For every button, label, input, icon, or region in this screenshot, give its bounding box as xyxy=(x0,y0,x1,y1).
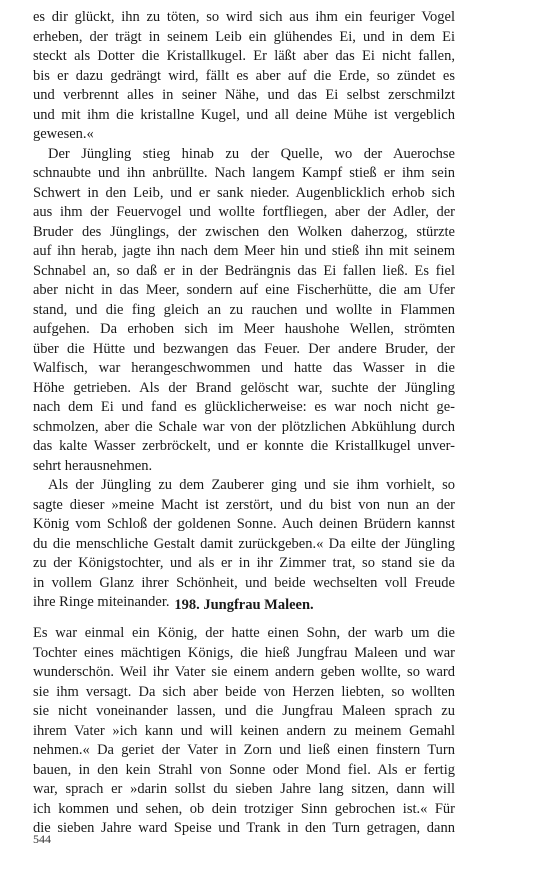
text-line: Der Jüngling stieg hinab zu der Quelle, wo der Auerochse xyxy=(48,145,455,162)
text-line: die sieben Jahre ward Speise und Trank in den Turn getragen, dann xyxy=(33,820,455,836)
text-line: das kalte Wasser zerbröckelt, und er konnte die Kristallkugel unver- xyxy=(33,438,455,454)
text-line: und mit ihm die kristallne Kugel, und all deine Mühe ist vergeblich xyxy=(33,106,455,123)
text-column-lower xyxy=(33,624,455,839)
text-line: sagte dieser »meine Macht ist zerstört, und du bist von nun an der xyxy=(33,496,455,513)
text-line: aus ihm der Feuervogel und wollte fortfliegen, aber der Adler, der xyxy=(33,204,455,220)
text-line: schnaubte und ihn anbrüllte. Nach langem Kampf stieß er ihm sein xyxy=(33,165,455,181)
text-line: Als der Jüngling zu dem Zauberer ging und sie ihm vorhielt, so xyxy=(48,477,455,493)
text-line: auf ihn herab, jagte ihn nach dem Meer hin und stieß ihn mit seinem xyxy=(33,243,455,259)
paragraph-fight xyxy=(33,145,455,477)
text-line: Schwert in den Leib, und er sank nieder. Augenblicklich erhob sich xyxy=(33,184,455,201)
text-line: ihre Ringe miteinander. xyxy=(33,594,170,610)
text-line: aber nicht in das Meer, sondern auf eine Fischerhütte, die am Ufer xyxy=(33,282,455,298)
text-line: Es war einmal ein König, der hatte einen Sohn, der warb um die xyxy=(33,625,455,641)
text-line: nach dem Ei und fand es glücklicherweise: es war noch nicht ge- xyxy=(33,399,455,415)
text-line: Bruder des Jünglings, der zwischen den Wolken daherzog, stürzte xyxy=(33,223,455,240)
paragraph-ending xyxy=(33,476,455,613)
paragraph-story-start xyxy=(33,624,455,839)
text-line: Schnabel an, so daß er in der Bedrängnis das Ei fallen ließ. Es fiel xyxy=(33,262,455,279)
text-line: König vom Schloß der goldenen Sonne. Auch deinen Brüdern kannst xyxy=(33,516,455,532)
text-line: Höhe getrieben. Als der Brand gelöscht war, suchte der Jüngling xyxy=(33,379,455,396)
text-line: stand, und die fing gleich an zu rauchen und wollte in Flammen xyxy=(33,301,455,318)
text-line: über die Hütte und bezwangen das Feuer. Der andere Bruder, der xyxy=(33,340,455,357)
text-line: schmolzen, aber die Schale war von der plötzlichen Abkühlung durch xyxy=(33,418,455,435)
text-line: Walfisch, war herangeschwommen und hatte das Wasser in die xyxy=(33,360,455,376)
text-line: steckt als Dotter die Kristallkugel. Er läßt aber das Ei nicht fallen, xyxy=(33,48,455,64)
text-line: erheben, der trägt in seinem Leib ein glühendes Ei, und in dem Ei xyxy=(33,28,455,45)
text-line: bauen, in den kein Strahl von Sonne oder Mond fiel. Als er fertig xyxy=(33,761,455,778)
text-line: und verbrennt alles in seiner Nähe, und das Ei selbst zerschmilzt xyxy=(33,87,455,103)
page-number: 544 xyxy=(33,832,51,846)
text-line: du die menschliche Gestalt damit zurückgeben.« Da eilte der Jüngling xyxy=(33,535,455,552)
text-column-upper xyxy=(33,8,455,613)
text-line: ihrem Vater »ich kann und will keinen andern zu meinem Gemahl xyxy=(33,722,455,739)
text-line: bis er dazu gedrängt wird, fällt es aber auf die Erde, so zündet es xyxy=(33,67,455,84)
text-line: zu der Königstochter, und als er in ihr Zimmer trat, so stand sie da xyxy=(33,555,455,571)
text-line: ich kommen und sehen, ob dein trotziger Sinn gebrochen ist.« Für xyxy=(33,800,455,817)
text-line: in vollem Glanz ihrer Schönheit, und beide wechselten voll Freude xyxy=(33,574,455,591)
text-line: war, sprach er »darin sollst du sieben Jahre lang sitzen, dann will xyxy=(33,781,455,797)
text-line: sie nicht voneinander lassen, und die Jungfrau Maleen sprach zu xyxy=(33,703,455,719)
text-line: sehrt herausnehmen. xyxy=(33,457,153,474)
text-line: sie ihm versagt. Da sich aber beide von Herzen liebten, so wollten xyxy=(33,683,455,700)
story-heading: 198. Jungfrau Maleen. xyxy=(174,597,314,613)
text-line: wunderschön. Weil ihr Vater sie einem andern geben wollte, so ward xyxy=(33,664,455,680)
text-line: Tochter eines mächtigen Königs, die hieß Jungfrau Maleen und war xyxy=(33,644,455,661)
text-line: gewesen.« xyxy=(33,126,94,142)
paragraph-continuation xyxy=(33,8,455,145)
text-line: aufgehen. Da erhoben sich im Meer haushohe Wellen, strömten xyxy=(33,321,455,337)
text-line: es dir glückt, ihn zu töten, so wird sich aus ihm ein feuriger Vogel xyxy=(33,9,455,25)
text-line: nehmen.« Da geriet der Vater in Zorn und ließ einen finstern Turn xyxy=(33,742,455,758)
